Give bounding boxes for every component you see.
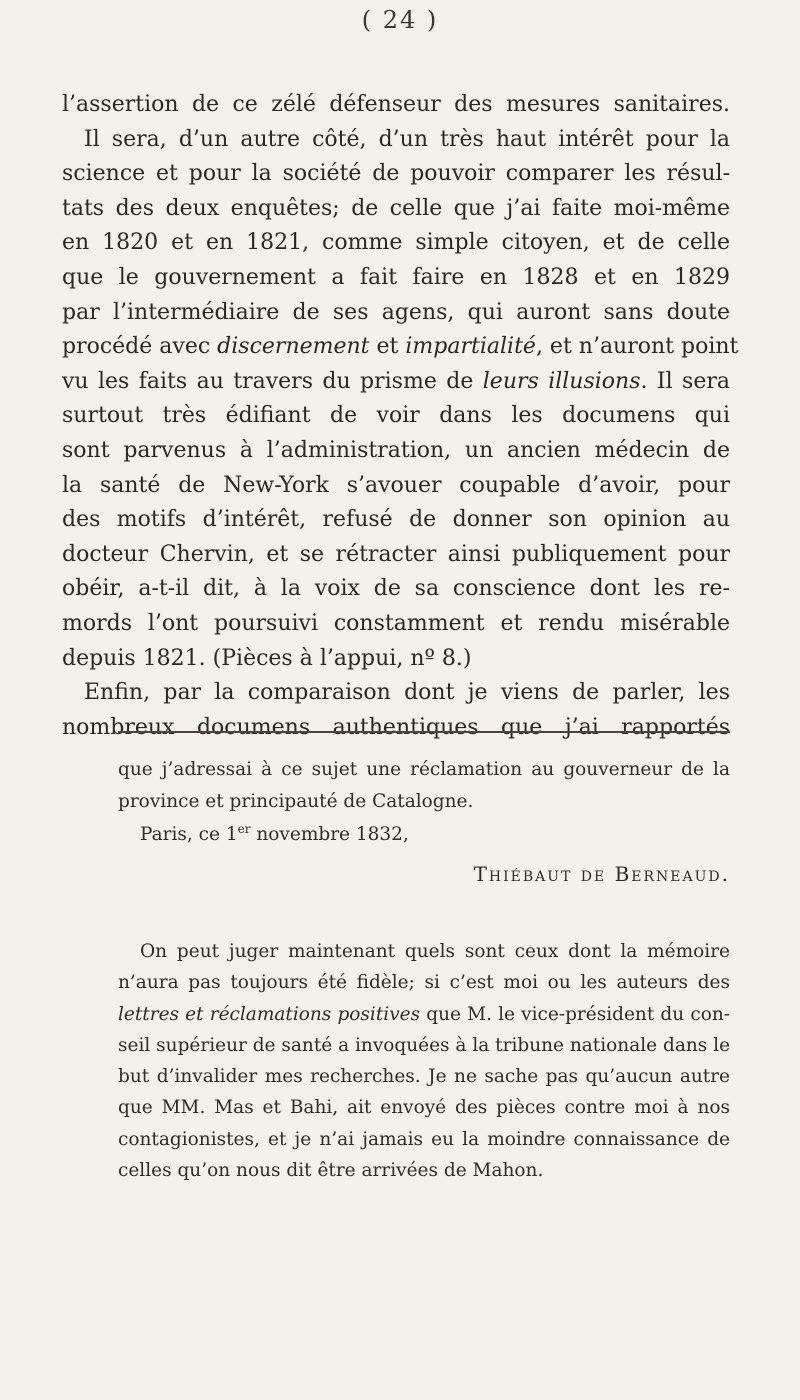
- text-line: par l’intermédiaire de ses agens, qui auront sans doute: [62, 299, 730, 325]
- footnote-line: lettres et réclamations positives que M. le vice-président du con-: [118, 1003, 730, 1025]
- emphasis: discernement: [217, 334, 370, 360]
- emphasis: lettres et réclamations positives: [118, 1003, 421, 1025]
- footnote-line: province et principauté de Catalogne.: [118, 790, 474, 812]
- text-line: tats des deux enquêtes; de celle que j’ai faite moi-même: [62, 195, 730, 221]
- footnote-line: but d’invalider mes recherches. Je ne sache pas qu’aucun autre: [118, 1066, 730, 1088]
- text-line: Il sera, d’un autre côté, d’un très haut intérêt pour la: [84, 126, 730, 152]
- text-line: mords l’ont poursuivi constamment et rendu misérable: [62, 610, 730, 636]
- text-line: science et pour la société de pouvoir comparer les résul-: [62, 161, 730, 187]
- text-line: sont parvenus à l’administration, un ancien médecin de: [62, 437, 730, 463]
- footnote-line: contagionistes, et je n’ai jamais eu la moindre connaissance de: [118, 1128, 730, 1150]
- main-text: [62, 88, 739, 745]
- text-line: que le gouvernement a fait faire en 1828 et en 1829: [62, 264, 730, 290]
- emphasis: impartialité: [405, 334, 536, 360]
- text-line: docteur Chervin, et se rétracter ainsi publiquement pour: [62, 541, 730, 567]
- text-line: en 1820 et en 1821, comme simple citoyen, et de celle: [62, 230, 730, 256]
- emphasis: leurs illusions: [482, 368, 641, 394]
- text-line: surtout très édifiant de voir dans les documens qui: [62, 403, 730, 429]
- footnote-line: celles qu’on nous dit être arrivées de Mahon.: [118, 1160, 544, 1182]
- text-line: depuis 1821. (Pièces à l’appui, nº 8.): [62, 645, 472, 671]
- footnote-continuation: [118, 936, 730, 1186]
- text-line: des motifs d’intérêt, refusé de donner son opinion au: [62, 507, 730, 533]
- text-line: obéir, a-t-il dit, à la voix de sa conscience dont les re-: [62, 576, 730, 602]
- text-line: Enfin, par la comparaison dont je viens de parler, les: [84, 680, 730, 706]
- footnote-dateline: Paris, ce 1er novembre 1832,: [140, 821, 409, 845]
- footnote: [118, 754, 730, 890]
- text-line: l’assertion de ce zélé défenseur des mesures sanitaires.: [62, 92, 730, 117]
- text-line: nombreux documens authentiques que j’ai rapportés: [62, 714, 730, 740]
- text-line: procédé avec discernement et impartialité, et n’auront point: [62, 334, 739, 360]
- footnote-line: que j’adressai à ce sujet une réclamation au gouverneur de la: [118, 759, 730, 780]
- footnote-line: seil supérieur de santé a invoquées à la tribune nationale dans le: [118, 1034, 731, 1056]
- signature: Thiébaut de Berneaud.: [473, 861, 730, 886]
- footnote-line: n’aura pas toujours été fidèle; si c’est moi ou les auteurs des: [118, 972, 730, 994]
- text-line: la santé de New-York s’avouer coupable d’avoir, pour: [62, 472, 730, 498]
- footnote-divider: [118, 731, 730, 733]
- footnote-line: que MM. Mas et Bahi, ait envoyé des pièces contre moi à nos: [118, 1097, 730, 1119]
- text-line: vu les faits au travers du prisme de leurs illusions. Il sera: [62, 368, 730, 394]
- footnote-line: On peut juger maintenant quels sont ceux dont la mémoire: [140, 941, 730, 962]
- page-number: ( 24 ): [361, 6, 439, 34]
